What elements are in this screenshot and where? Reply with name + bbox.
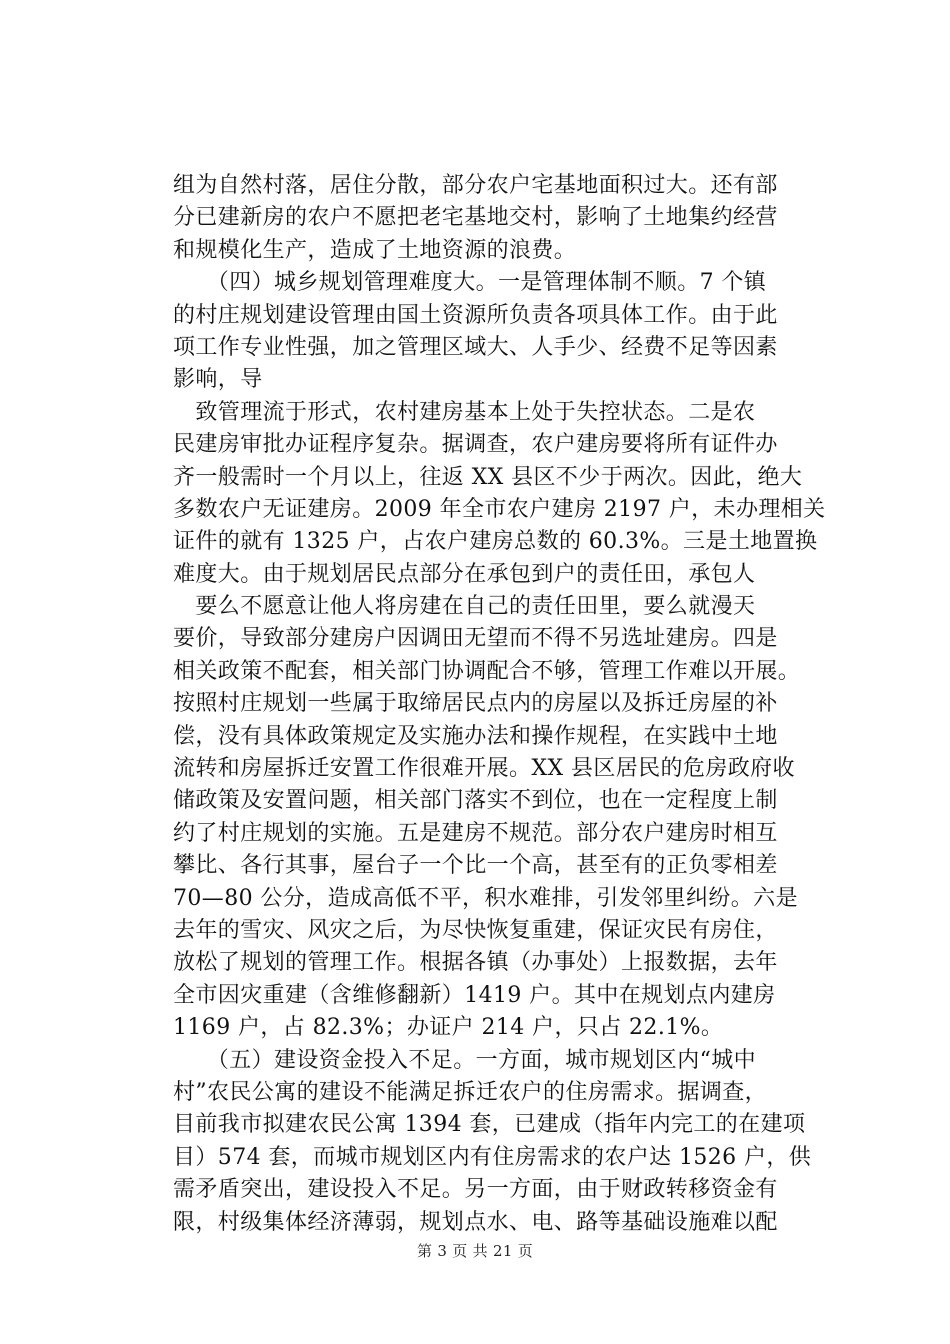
text-line: 全市因灾重建（含维修翻新）1419 户。其中在规划点内建房	[173, 982, 776, 1008]
text-line: 流转和房屋拆迁安置工作很难开展。XX 县区居民的危房政府收	[173, 756, 795, 782]
text-line: 攀比、各行其事，屋台子一个比一个高，甚至有的正负零相差	[173, 853, 778, 879]
text-line: 放松了规划的管理工作。根据各镇（办事处）上报数据，去年	[173, 950, 778, 976]
text-line: 证件的就有 1325 户，占农户建房总数的 60.3%。三是土地置换	[173, 529, 818, 555]
text-line: 目前我市拟建农民公寓 1394 套，已建成（指年内完工的在建项	[173, 1112, 806, 1138]
text-line: 限，村级集体经济薄弱，规划点水、电、路等基础设施难以配	[173, 1209, 778, 1235]
text-line: 齐一般需时一个月以上，往返 XX 县区不少于两次。因此，绝大	[173, 464, 803, 490]
text-line: 按照村庄规划一些属于取缔居民点内的房屋以及拆迁房屋的补	[173, 691, 778, 717]
text-line: 要么不愿意让他人将房建在自己的责任田里，要么就漫天	[173, 594, 756, 620]
text-line: 影响，导	[173, 367, 263, 393]
text-line: 民建房审批办证程序复杂。据调查，农户建房要将所有证件办	[173, 432, 778, 458]
body-text	[173, 170, 863, 1239]
text-line: 致管理流于形式，农村建房基本上处于失控状态。二是农	[173, 399, 756, 425]
text-line: 组为自然村落，居住分散，部分农户宅基地面积过大。还有部	[173, 173, 778, 198]
text-line: 相关政策不配套，相关部门协调配合不够，管理工作难以开展。	[173, 658, 801, 684]
text-line: （四）城乡规划管理难度大。一是管理体制不顺。7 个镇	[173, 270, 767, 296]
text-line: 目）574 套，而城市规划区内有住房需求的农户达 1526 户，供	[173, 1144, 812, 1170]
text-line: 需矛盾突出，建设投入不足。另一方面，由于财政转移资金有	[173, 1177, 778, 1203]
text-line: 的村庄规划建设管理由国土资源所负责各项具体工作。由于此	[173, 302, 778, 328]
text-line: 70—80 公分，造成高低不平，积水难排，引发邻里纠纷。六是	[173, 885, 798, 911]
text-line: （五）建设资金投入不足。一方面，城市规划区内“城中	[173, 1047, 757, 1073]
page-footer: 第 3 页 共 21 页	[416, 1242, 534, 1260]
text-line: 偿，没有具体政策规定及实施办法和操作规程，在实践中土地	[173, 723, 778, 749]
text-line: 项工作专业性强，加之管理区域大、人手少、经费不足等因素	[173, 334, 778, 360]
text-line: 和规模化生产，造成了土地资源的浪费。	[173, 237, 577, 263]
text-line: 分已建新房的农户不愿把老宅基地交村，影响了土地集约经营	[173, 205, 778, 231]
text-line: 多数农户无证建房。2009 年全市农户建房 2197 户，未办理相关	[173, 496, 826, 522]
text-line: 去年的雪灾、风灾之后，为尽快恢复重建，保证灾民有房住，	[173, 917, 778, 943]
text-line: 储政策及安置问题，相关部门落实不到位，也在一定程度上制	[173, 788, 778, 814]
text-line: 村”农民公寓的建设不能满足拆迁农户的住房需求。据调查，	[173, 1079, 768, 1105]
text-line: 难度大。由于规划居民点部分在承包到户的责任田，承包人	[173, 561, 756, 587]
text-line: 约了村庄规划的实施。五是建房不规范。部分农户建房时相互	[173, 820, 778, 846]
text-line: 1169 户，占 82.3%；办证户 214 户，只占 22.1%。	[173, 1015, 724, 1041]
text-line: 要价，导致部分建房户因调田无望而不得不另选址建房。四是	[173, 626, 778, 652]
